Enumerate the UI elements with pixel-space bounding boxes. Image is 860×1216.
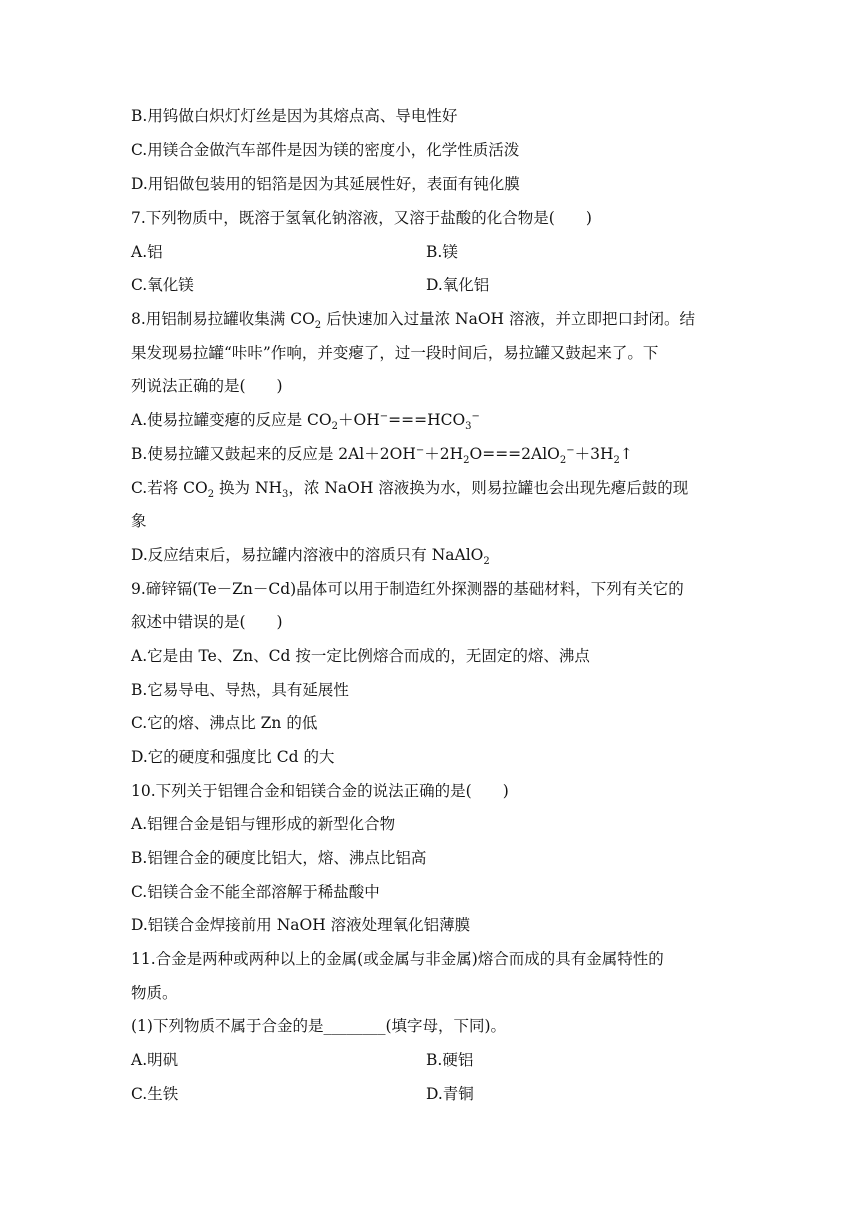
q11-option-a: A.明矾: [131, 1051, 179, 1069]
q11-stem-line2: 物质。: [131, 984, 178, 1002]
q9-stem-line2: 叙述中错误的是( ): [131, 613, 283, 631]
q9-option-c: C.它的熔、沸点比 Zn 的低: [131, 714, 318, 732]
q9-stem-line1: 9.碲锌镉(Te－Zn－Cd)晶体可以用于制造红外探测器的基础材料，下列有关它的: [131, 580, 684, 598]
q11-subquestion-1: (1)下列物质不属于合金的是________(填字母，下同)。: [131, 1017, 507, 1035]
q7-option-d: D.氧化铝: [426, 276, 490, 294]
q10-stem: 10.下列关于铝锂合金和铝镁合金的说法正确的是( ): [131, 782, 509, 800]
q6-option-b: B.用钨做白炽灯灯丝是因为其熔点高、导电性好: [131, 107, 458, 125]
q9-option-b: B.它易导电、导热，具有延展性: [131, 681, 349, 699]
q8-option-b: B.使易拉罐又鼓起来的反应是 $2Al+2OH^-+2H_2O===2AlO_2^-+3H_2↑$: [131, 444, 633, 467]
q8-stem-line2: 果发现易拉罐“咔咔”作响，并变瘪了，过一段时间后，易拉罐又鼓起来了。下: [131, 344, 659, 362]
q7-option-c: C.氧化镁: [131, 276, 194, 294]
q6-option-d: D.用铝做包装用的铝箔是因为其延展性好，表面有钝化膜: [131, 175, 520, 193]
q9-option-a: A.它是由 Te、Zn、Cd 按一定比例熔合而成的，无固定的熔、沸点: [131, 647, 590, 665]
q8-option-c-continued: 象: [131, 512, 147, 530]
q11-option-c: C.生铁: [131, 1085, 179, 1103]
q7-option-b: B.镁: [426, 243, 458, 261]
q10-option-a: A.铝锂合金是铝与锂形成的新型化合物: [131, 815, 396, 833]
q8-option-d: D.反应结束后，易拉罐内溶液中的溶质只有 NaAlO$_2$: [131, 546, 490, 568]
q8-option-a: A.使易拉罐变瘪的反应是 $CO_2+OH^-===HCO_3^-$: [131, 410, 480, 433]
q8-option-c: C.若将 $CO_2$ 换为 $NH_3$，浓 NaOH 溶液换为水，则易拉罐也会出现先瘪后鼓的现: [131, 479, 689, 501]
q10-option-d: D.铝镁合金焊接前用 NaOH 溶液处理氧化铝薄膜: [131, 916, 471, 934]
q7-stem: 7.下列物质中，既溶于氢氧化钠溶液，又溶于盐酸的化合物是( ): [131, 209, 592, 227]
q8-stem-line3: 列说法正确的是( ): [131, 377, 283, 395]
q10-option-c: C.铝镁合金不能全部溶解于稀盐酸中: [131, 883, 380, 901]
q8-stem-line1: 8.用铝制易拉罐收集满 $CO_2$ 后快速加入过量浓 NaOH 溶液，并立即把口封闭。结: [131, 310, 695, 332]
q10-option-b: B.铝锂合金的硬度比铝大，熔、沸点比铝高: [131, 849, 427, 867]
q11-option-b: B.硬铝: [426, 1051, 474, 1069]
q6-option-c: C.用镁合金做汽车部件是因为镁的密度小，化学性质活泼: [131, 141, 520, 159]
q7-option-a: A.铝: [131, 243, 163, 261]
q11-stem-line1: 11.合金是两种或两种以上的金属(或金属与非金属)熔合而成的具有金属特性的: [131, 950, 664, 968]
q9-option-d: D.它的硬度和强度比 Cd 的大: [131, 748, 335, 766]
q11-option-d: D.青铜: [426, 1085, 474, 1103]
